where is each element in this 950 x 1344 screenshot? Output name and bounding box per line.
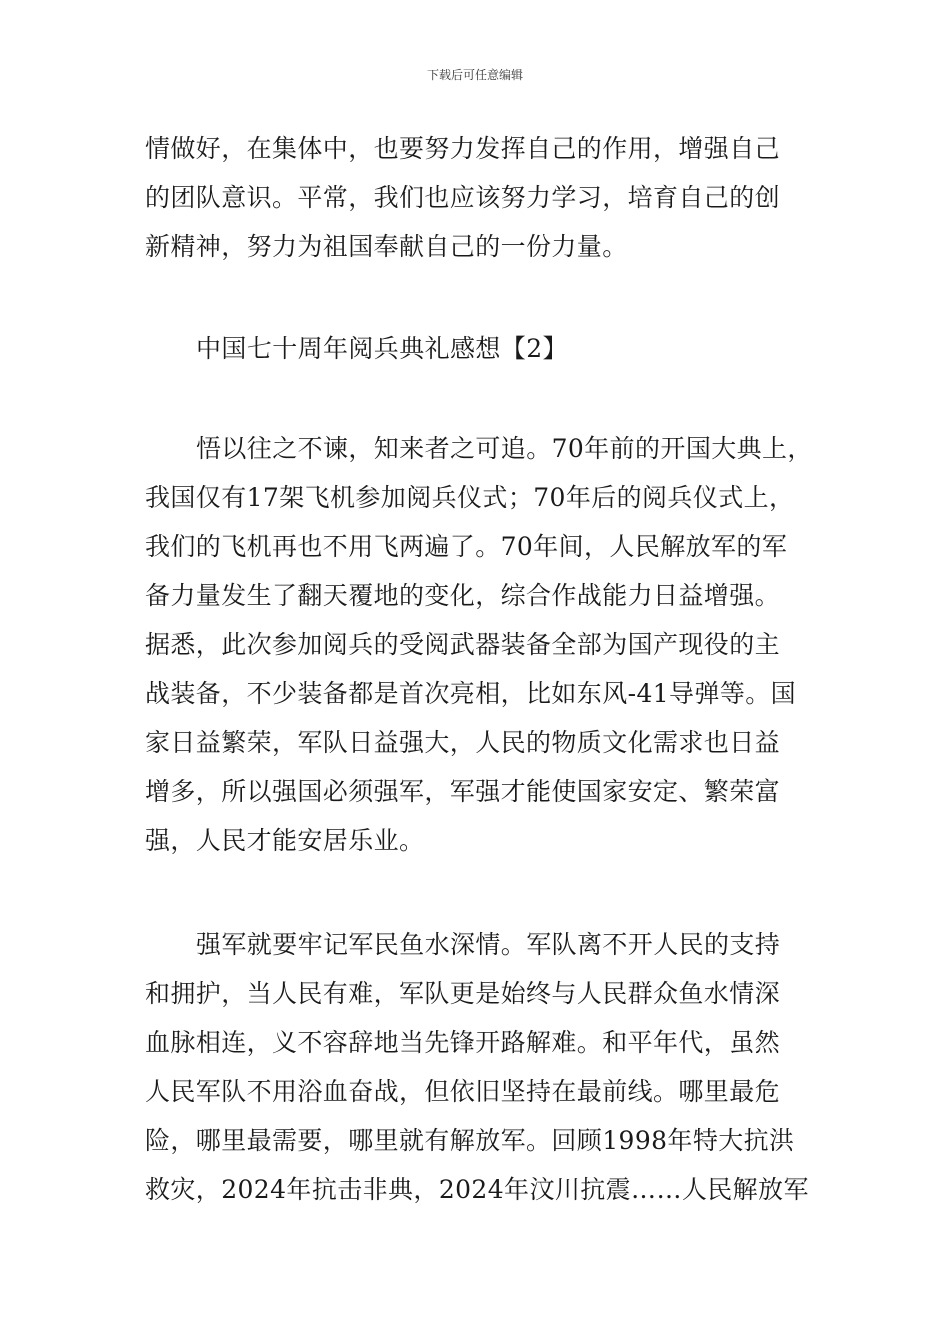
paragraph-line: 和拥护，当人民有难，军队更是始终与人民群众鱼水情深 bbox=[145, 979, 781, 1008]
section-heading: 中国七十周年阅兵典礼感想【2】 bbox=[196, 334, 568, 363]
paragraph-line: 据悉，此次参加阅兵的受阅武器装备全部为国产现役的主 bbox=[145, 630, 781, 659]
paragraph-line: 的团队意识。平常，我们也应该努力学习，培育自己的创 bbox=[145, 183, 781, 212]
header-note: 下载后可任意编辑 bbox=[426, 68, 523, 82]
paragraph-line: 血脉相连，义不容辞地当先锋开路解难。和平年代，虽然 bbox=[145, 1028, 781, 1057]
paragraph-line: 我国仅有17架飞机参加阅兵仪式；70年后的阅兵仪式上， bbox=[145, 483, 795, 512]
paragraph-line: 情做好，在集体中，也要努力发挥自己的作用，增强自己 bbox=[145, 134, 781, 163]
paragraph-line: 人民军队不用浴血奋战，但依旧坚持在最前线。哪里最危 bbox=[145, 1077, 781, 1106]
paragraph-line: 强，人民才能安居乐业。 bbox=[145, 826, 425, 855]
paragraph-line: 救灾，2024年抗击非典，2024年汶川抗震……人民解放军 bbox=[145, 1175, 809, 1204]
paragraph-line: 强军就要牢记军民鱼水深情。军队离不开人民的支持 bbox=[196, 930, 781, 959]
paragraph-line: 家日益繁荣，军队日益强大，人民的物质文化需求也日益 bbox=[145, 728, 781, 757]
paragraph-line: 悟以往之不谏，知来者之可追。70年前的开国大典上， bbox=[196, 434, 813, 463]
paragraph-line: 战装备，不少装备都是首次亮相，比如东风-41导弹等。国 bbox=[145, 679, 797, 708]
paragraph-line: 新精神，努力为祖国奉献自己的一份力量。 bbox=[145, 232, 628, 261]
paragraph-line: 备力量发生了翻天覆地的变化，综合作战能力日益增强。 bbox=[145, 581, 781, 610]
paragraph-line: 我们的飞机再也不用飞两遍了。70年间，人民解放军的军 bbox=[145, 532, 788, 561]
paragraph-line: 增多，所以强国必须强军，军强才能使国家安定、繁荣富 bbox=[145, 777, 781, 806]
paragraph-line: 险，哪里最需要，哪里就有解放军。回顾1998年特大抗洪 bbox=[145, 1126, 795, 1155]
